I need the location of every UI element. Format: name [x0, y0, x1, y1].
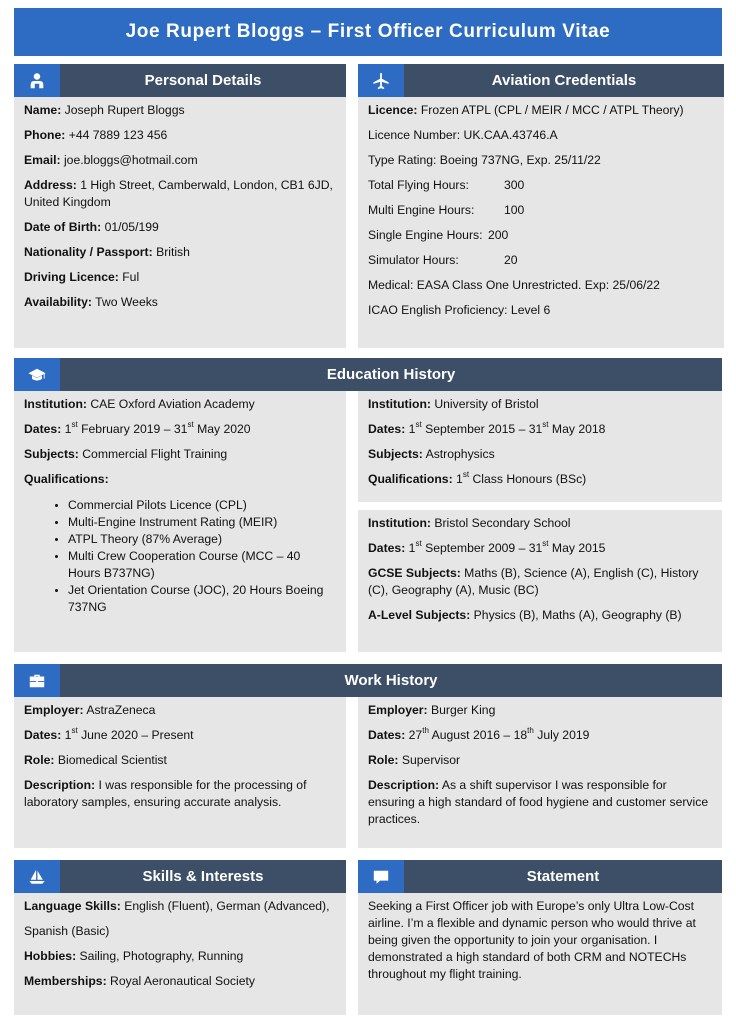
- phone-value: +44 7889 123 456: [68, 128, 168, 142]
- subjects-label: Subjects:: [24, 447, 79, 461]
- medical: Medical: EASA Class One Unrestricted. Exp: 25/06/22: [368, 278, 660, 292]
- description-value: I was responsible for the processing of laboratory samples, ensuring accurate analysis.: [24, 778, 307, 809]
- dates-label: Dates:: [368, 422, 406, 436]
- education-history-title: Education History: [326, 366, 456, 383]
- aviation-credentials-panel: [358, 97, 724, 348]
- list-item: • Multi Crew Cooperation Course (MCC – 40 Hours B737NG): [68, 548, 336, 582]
- icao-proficiency: ICAO English Proficiency: Level 6: [368, 303, 551, 317]
- address-value: 1 High Street, Camberwald, London, CB1 6JD, United Kingdom: [24, 178, 333, 209]
- licence-value: Frozen ATPL (CPL / MEIR / MCC / ATPL Theory): [420, 103, 684, 117]
- name-value: Joseph Rupert Bloggs: [64, 103, 185, 117]
- dates-label: Dates:: [24, 728, 62, 742]
- skills-interests-header: [14, 860, 346, 893]
- memberships-value: Royal Aeronautical Society: [110, 974, 255, 988]
- qualifications-list: [68, 497, 336, 616]
- dates-start-rest: February 2019 – 31: [81, 422, 188, 436]
- availability-value: Two Weeks: [95, 295, 158, 309]
- qualification-rest: Class Honours (BSc): [472, 472, 587, 486]
- dates-label: Dates:: [368, 541, 406, 555]
- dates-start-day: 1: [408, 541, 416, 555]
- institution-value: Bristol Secondary School: [434, 516, 571, 530]
- hobbies-label: Hobbies:: [24, 949, 77, 963]
- phone-label: Phone:: [24, 128, 66, 142]
- alevel-label: A-Level Subjects:: [368, 608, 471, 622]
- simulator-hours-label: Simulator Hours:: [368, 253, 459, 267]
- personal-details-header: [14, 64, 346, 97]
- statement-title: Statement: [526, 868, 600, 885]
- address-label: Address:: [24, 178, 77, 192]
- dates-end-rest: July 2019: [537, 728, 590, 742]
- personal-details-title: Personal Details: [144, 72, 262, 89]
- memberships-label: Memberships:: [24, 974, 107, 988]
- qualification-day: 1: [456, 472, 463, 486]
- airplane-icon: [358, 64, 404, 97]
- education-university-panel: [358, 391, 722, 502]
- email-value: joe.bloggs@hotmail.com: [63, 153, 198, 167]
- language-label: Language Skills:: [24, 899, 121, 913]
- licence-number: Licence Number: UK.CAA.43746.A: [368, 128, 558, 142]
- driving-label: Driving Licence:: [24, 270, 119, 284]
- list-item: • ATPL Theory (87% Average): [68, 531, 336, 548]
- dates-start-suffix: th: [422, 725, 429, 735]
- total-hours-label: Total Flying Hours:: [368, 178, 469, 192]
- role-value: Supervisor: [401, 753, 461, 767]
- dates-end-suffix: th: [527, 725, 534, 735]
- multi-engine-hours-value: 100: [504, 203, 525, 217]
- driving-value: Ful: [122, 270, 140, 284]
- role-label: Role:: [368, 753, 399, 767]
- employer-label: Employer:: [368, 703, 428, 717]
- gcse-label: GCSE Subjects:: [368, 566, 461, 580]
- work-history-title: Work History: [344, 672, 438, 689]
- description-value: As a shift supervisor I was responsible for ensuring a high standard of food hygiene and customer service practices.: [368, 778, 709, 826]
- nationality-label: Nationality / Passport:: [24, 245, 153, 259]
- page-title: Joe Rupert Bloggs – First Officer Curriculum Vitae: [14, 8, 722, 56]
- dates-start-day: 27: [408, 728, 423, 742]
- list-item: • Commercial Pilots Licence (CPL): [68, 497, 336, 514]
- aviation-credentials-header: [358, 64, 724, 97]
- dates-start-suffix: st: [71, 419, 78, 429]
- skills-interests-panel: [14, 893, 346, 1015]
- name-label: Name:: [24, 103, 62, 117]
- work-history-header: [14, 664, 722, 697]
- dates-start-suffix: st: [415, 419, 422, 429]
- employer-value: Burger King: [431, 703, 496, 717]
- dates-start-rest: September 2015 – 31: [425, 422, 543, 436]
- qualifications-label: Qualifications:: [368, 472, 453, 486]
- type-rating: Type Rating: Boeing 737NG, Exp. 25/11/22: [368, 153, 601, 167]
- dob-value: 01/05/199: [104, 220, 159, 234]
- multi-engine-hours-label: Multi Engine Hours:: [368, 203, 475, 217]
- work-burgerking-panel: [358, 697, 722, 848]
- list-item: • Jet Orientation Course (JOC), 20 Hours Boeing 737NG: [68, 582, 336, 616]
- briefcase-icon: [14, 664, 60, 697]
- institution-value: CAE Oxford Aviation Academy: [90, 397, 255, 411]
- skills-interests-title: Skills & Interests: [142, 868, 264, 885]
- statement-header: [358, 860, 722, 893]
- single-engine-hours-value: 200: [488, 228, 509, 242]
- institution-label: Institution:: [368, 397, 431, 411]
- dates-start-day: 1: [64, 728, 72, 742]
- total-hours-value: 300: [504, 178, 525, 192]
- language-value: English (Fluent), German (Advanced),: [124, 899, 330, 913]
- licence-label: Licence:: [368, 103, 418, 117]
- dates-start-day: 1: [64, 422, 72, 436]
- speech-bubble-icon: [358, 860, 404, 893]
- nationality-value: British: [156, 245, 190, 259]
- email-label: Email:: [24, 153, 61, 167]
- graduation-cap-icon: [14, 358, 60, 391]
- dates-end-rest: May 2015: [551, 541, 606, 555]
- language-value-cont: Spanish (Basic): [24, 924, 110, 938]
- dates-label: Dates:: [368, 728, 406, 742]
- alevel-value: Physics (B), Maths (A), Geography (B): [473, 608, 682, 622]
- dates-end-suffix: st: [542, 419, 549, 429]
- single-engine-hours-label: Single Engine Hours:: [368, 228, 483, 242]
- work-astrazeneca-panel: [14, 697, 346, 848]
- dates-end-rest: May 2018: [551, 422, 606, 436]
- dates-end-suffix: st: [542, 538, 549, 548]
- statement-panel: [358, 893, 722, 1015]
- dates-start-rest: June 2020 – Present: [81, 728, 194, 742]
- qualifications-label: Qualifications:: [24, 472, 109, 486]
- list-item: • Multi-Engine Instrument Rating (MEIR): [68, 514, 336, 531]
- simulator-hours-value: 20: [504, 253, 518, 267]
- role-label: Role:: [24, 753, 55, 767]
- role-value: Biomedical Scientist: [57, 753, 167, 767]
- dates-end-rest: May 2020: [197, 422, 251, 436]
- description-label: Description:: [24, 778, 96, 792]
- dates-label: Dates:: [24, 422, 62, 436]
- dob-label: Date of Birth:: [24, 220, 102, 234]
- education-school-panel: [358, 510, 722, 652]
- person-icon: [14, 64, 60, 97]
- hobbies-value: Sailing, Photography, Running: [79, 949, 244, 963]
- dates-start-rest: September 2009 – 31: [425, 541, 543, 555]
- institution-value: University of Bristol: [434, 397, 539, 411]
- gcse-value: Maths (B), Science (A), English (C), History (C), Geography (A), Music (BC): [368, 566, 699, 597]
- employer-label: Employer:: [24, 703, 84, 717]
- dates-start-suffix: st: [71, 725, 78, 735]
- institution-label: Institution:: [368, 516, 431, 530]
- subjects-value: Astrophysics: [425, 447, 495, 461]
- dates-end-suffix: st: [187, 419, 194, 429]
- statement-text: Seeking a First Officer job with Europe’s only Ultra Low-Cost airline. I’m a flexible and dynamic person who would thrive at being given the opportunity to join your organisation. I demonstrated a high standard of both CRM and NOTECHs throughout my flight training.: [368, 899, 696, 981]
- dates-start-suffix: st: [415, 538, 422, 548]
- subjects-value: Commercial Flight Training: [82, 447, 228, 461]
- subjects-label: Subjects:: [368, 447, 423, 461]
- education-history-header: [14, 358, 722, 391]
- dates-start-rest: August 2016 – 18: [431, 728, 528, 742]
- personal-details-panel: [14, 97, 346, 348]
- availability-label: Availability:: [24, 295, 92, 309]
- education-cae-panel: [14, 391, 346, 652]
- sailboat-icon: [14, 860, 60, 893]
- dates-start-day: 1: [408, 422, 416, 436]
- aviation-credentials-title: Aviation Credentials: [491, 72, 637, 89]
- institution-label: Institution:: [24, 397, 87, 411]
- qualification-suffix: st: [462, 469, 470, 479]
- description-label: Description:: [368, 778, 440, 792]
- employer-value: AstraZeneca: [86, 703, 156, 717]
